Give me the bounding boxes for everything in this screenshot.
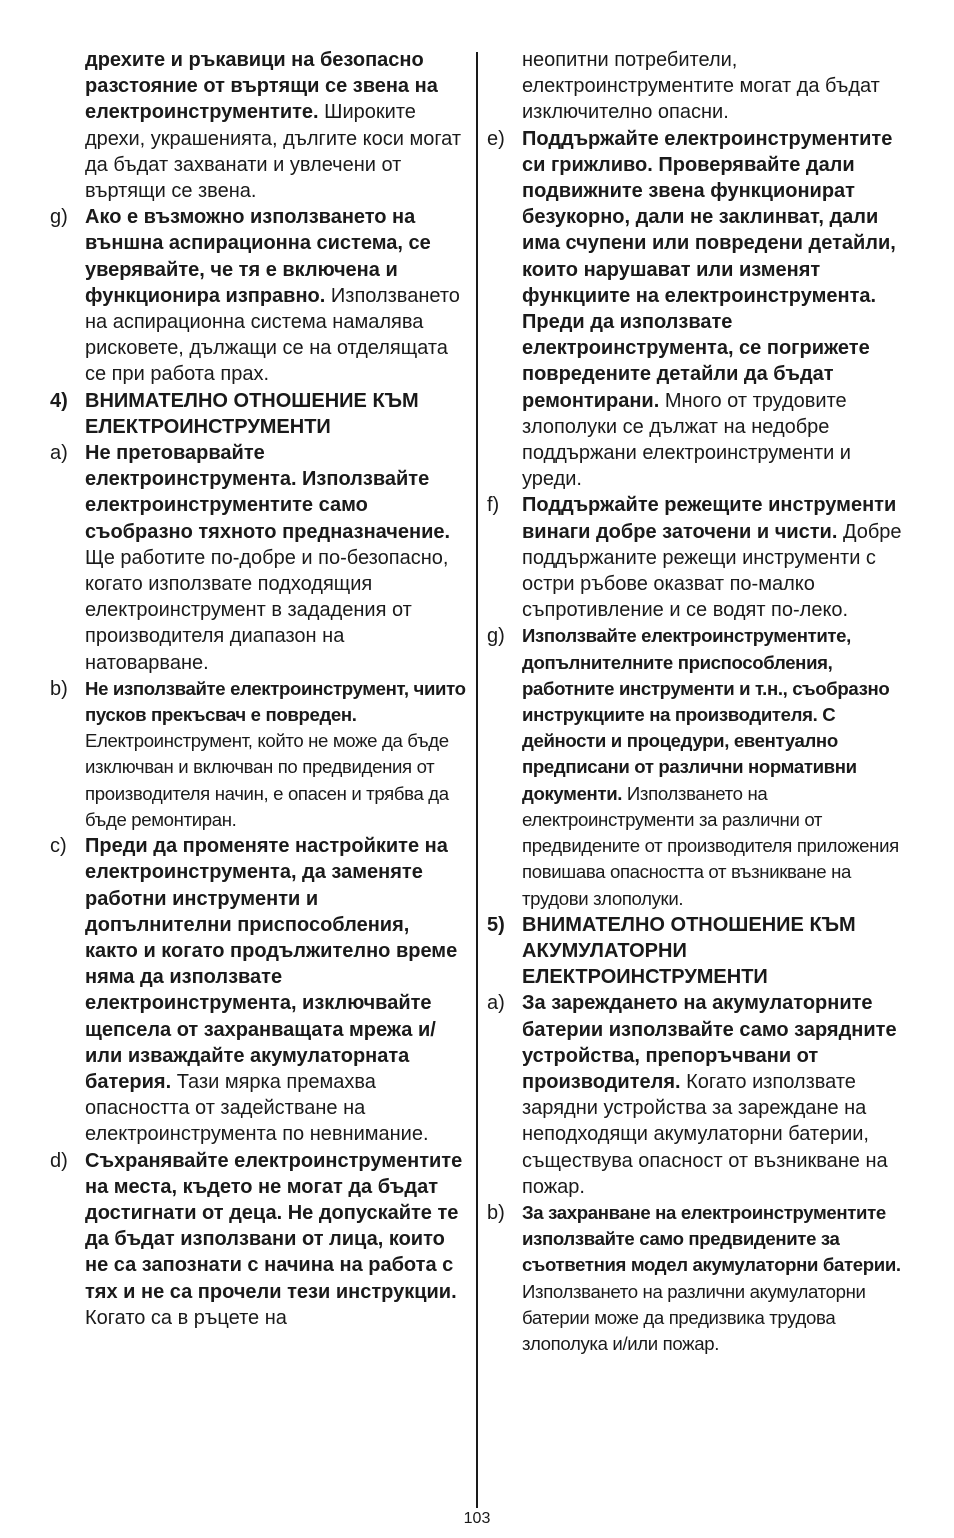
paragraph-d-continued: неопитни потребители, електроинструментите могат да бъдат изключително опасни. (522, 49, 880, 124)
list-item-a (50, 440, 466, 676)
list-marker: b) (50, 677, 68, 700)
list-marker: e) (487, 127, 505, 150)
item-text: Добре поддържаните режещи инструменти с остри ръбове оказват по-малко съпротивление и се водят по-леко. (522, 520, 902, 622)
item-text: Използването на електроинструменти за различни от предвидените от производителя приложения повишава опасността от възникване на трудови злополуки. (522, 782, 899, 909)
list-marker: g) (487, 625, 505, 648)
list-marker: a) (487, 992, 505, 1015)
item-text: Електроинструмент, който не може да бъде изключван и включван по предвидения от производителя начин, е опасен и трябва да бъде ремонтиран. (85, 730, 449, 830)
left-column (50, 47, 466, 1331)
list-item-a (487, 990, 907, 1200)
list-item-b (487, 1200, 907, 1357)
item-bold: Използвайте електроинструментите, допълнителните приспособления, работните инструменти и т.н., съобразно инструкциите на производителя. С дейности и процедури, евентуално предписани от различни нормативни документи. (522, 625, 890, 804)
item-text: Много от трудовите злополуки се дължат на недобре поддържани електроинструменти и уреди. (522, 389, 851, 491)
section-heading-5 (487, 912, 907, 991)
item-bold: За захранване на електроинструментите използвайте само предвидените за съответния модел акумулаторни батерии. (522, 1201, 901, 1276)
list-item-f (487, 492, 907, 623)
item-bold: За зареждането на акумулаторните батерии използвайте само зарядните устройства, препоръчвани от производителя. (522, 992, 897, 1093)
list-marker: g) (50, 206, 68, 229)
paragraph-f-continued (85, 47, 466, 204)
list-item-g (50, 204, 466, 387)
list-item-g (487, 623, 907, 911)
list-item-c (50, 833, 466, 1147)
section-number: 4) (50, 389, 68, 412)
list-item-b (50, 676, 466, 833)
item-text: Когато са в ръцете на (85, 1306, 287, 1329)
item-text: Използването на аспирационна система намалява рисковете, дължащи се на отделящата се при работа прах. (85, 284, 460, 386)
item-text: Тази мярка премахва опасността от задействане на електроинструмента по невнимание. (85, 1070, 429, 1146)
list-marker: a) (50, 442, 68, 465)
item-text: Използването на различни акумулаторни батерии може да предизвика трудова злополука и/или пожар. (522, 1280, 866, 1354)
list-marker: d) (50, 1149, 68, 1172)
item-bold: Не претоварвайте електроинструмента. Използвайте електроинструментите само съобразно тяхното предназначение. (85, 442, 451, 543)
paragraph-f-text: Широките дрехи, украшенията, дългите коси могат да бъдат захванати и увлечени от въртящи се звена. (85, 101, 462, 203)
item-bold: Поддържайте режещите инструменти винаги добре заточени и чисти. (522, 494, 897, 543)
item-bold: Съхранявайте електроинструментите на места, където не могат да бъдат достигнати от деца. Не допускайте те да бъдат използвани от лица, които не са запознати с начина на работа с тях и не са прочели тези инструкции. (85, 1149, 463, 1303)
list-marker: b) (487, 1201, 505, 1224)
item-bold: Преди да променяте настройките на електроинструмента, да заменяте работни инструменти и допълнителни приспособления, както и когато продължително време няма да използвате електроинструмента, изключвайте щепсела от захранващата мрежа и/или изваждайте акумулаторната батерия. (85, 835, 458, 1093)
list-marker: c) (50, 835, 67, 858)
section-title: ВНИМАТЕЛНО ОТНОШЕНИЕ КЪМ ЕЛЕКТРОИНСТРУМЕНТИ (85, 389, 419, 438)
item-bold: Ако е възможно използването на външна аспирационна система, се уверявайте, че тя е включена и функционира изправно. (85, 206, 431, 307)
item-bold: Поддържайте електроинструментите си грижливо. Проверявайте дали подвижните звена функционират безукорно, дали не заклинват, дали има счупени или повредени детайли, които нарушават или изменят функциите на електроинструмента. Преди да използвате електроинструмента, се погрижете повредените детайли да бъдат ремонтирани. (522, 127, 896, 412)
item-text: Когато използвате зарядни устройства за зареждане на неподходящи акумулаторни батерии, съществува опасност от възникване на пожар. (522, 1070, 888, 1198)
list-item-e (487, 126, 907, 493)
section-title: ВНИМАТЕЛНО ОТНОШЕНИЕ КЪМ АКУМУЛАТОРНИ ЕЛЕКТРОИНСТРУМЕНТИ (522, 913, 856, 989)
list-item-d (50, 1148, 466, 1331)
paragraph-f-bold: дрехите и ръкавици на безопасно разстояние от въртящи се звена на електроинструментите. (85, 49, 438, 124)
item-bold: Не използвайте електроинструмент, чиито пусков прекъсвач е повреден. (85, 677, 466, 726)
section-number: 5) (487, 913, 505, 936)
list-marker: f) (487, 494, 500, 517)
right-column (487, 47, 907, 1357)
column-divider (476, 52, 478, 1508)
item-text: Ще работите по-добре и по-безопасно, когато използвате подходящия електроинструмент в зададения от производителя диапазон на натоварване. (85, 546, 449, 674)
section-heading-4 (50, 388, 466, 440)
page-number: 103 (463, 1510, 491, 1527)
